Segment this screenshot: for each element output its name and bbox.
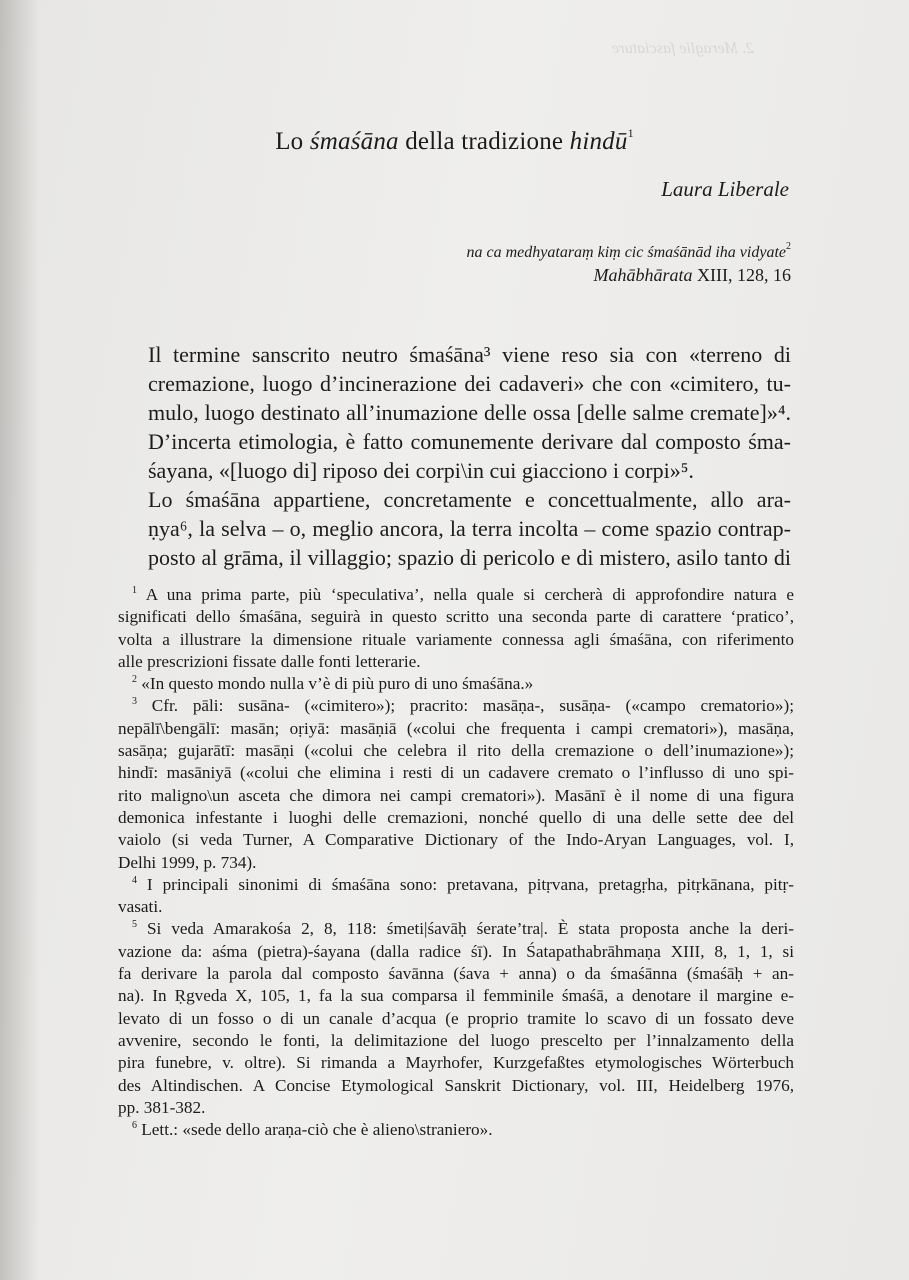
footnote-mark: 2	[786, 241, 791, 252]
footnote-line: pira funebre, v. oltre). Si rimanda a Mayrhofer, Kurzgefaßtes etymologisches Wörterbuch	[118, 1053, 794, 1073]
footnote-line: pp. 381-382.	[118, 1097, 206, 1117]
footnote-line: $^5$ Si veda Amarakośa 2, 8, 118: śmeti|śavāḥ śerate’tra|. È stata proposta anche la deri-	[132, 919, 794, 939]
bleed-through-header: 2. Meraglie fasciature	[612, 40, 755, 57]
text-line: D’incerta etimologia, è fatto comunemente derivare dal composto śma-	[148, 429, 791, 454]
footnote-line: fa derivare la parola dal composto śavānna (śava + anna) o da śmaśānna (śmaśāḥ + an-	[118, 964, 794, 984]
footnote-line: $^2$ «In questo mondo nulla v’è di più puro di uno śmaśāna.»	[132, 674, 534, 694]
paragraph-2	[118, 485, 791, 572]
author-name: Laura Liberale	[661, 177, 789, 201]
page-gutter-shadow	[0, 0, 40, 1280]
footnote-line: demonica infestante i luoghi delle cremazioni, nonché quello di una delle sette dee del	[118, 807, 794, 827]
footnote-line: nepālī\bengālī: masān; oṛiyā: masāṇiā («colui che frequenta i campi crematori»), masāṇa,	[118, 718, 794, 738]
footnote-line: $^3$ Cfr. pāli: susāna- («cimitero»); pracrito: masāṇa-, susāṇa- («campo crematorio»);	[132, 696, 794, 716]
text-line: ṇya⁶, la selva – o, meglio ancora, la terra incolta – come spazio contrap-	[148, 516, 791, 541]
text-line: posto al grāma, il villaggio; spazio di pericolo e di mistero, asilo tanto di	[148, 545, 791, 570]
paragraph-1	[118, 340, 791, 485]
footnote-5	[118, 918, 794, 1119]
footnote-mark: 1	[627, 126, 634, 140]
text-line: Lo śmaśāna appartiene, concretamente e concettualmente, allo ara-	[148, 487, 791, 512]
footnote-line: na). In Ṛgveda X, 105, 1, fa la sua comparsa il femminile śmaśā, a denotare il margine e-	[118, 986, 794, 1006]
text-line: śayana, «[luogo di] riposo dei corpi\in cui giacciono i corpi»⁵.	[148, 458, 694, 483]
main-text	[118, 340, 791, 572]
footnote-line: sasāṇa; gujarātī: masāṇi («colui che celebra il rito della cremazione o dell’inumazione»);	[118, 741, 794, 761]
chapter-title: Lo śmaśāna della tradizione hindū$^1$	[275, 126, 634, 155]
text-line: cremazione, luogo d’incinerazione dei cadaveri» che con «cimitero, tu-	[148, 371, 791, 396]
text-line: mulo, luogo destinato all’inumazione delle ossa [delle salme cremate]»⁴.	[148, 400, 791, 425]
footnote-line: $^4$ I principali sinonimi di śmaśāna sono: pretavana, pitṛvana, pretagṛha, pitṛkānana, pitṛ-	[132, 874, 794, 894]
footnote-line: vaiolo (si veda Turner, A Comparative Dictionary of the Indo-Aryan Languages, vol. I,	[118, 830, 794, 850]
epigraph-text: na ca medhyataraṃ kiṃ cic śmaśānād iha vidyate	[466, 244, 786, 261]
footnote-line: $^1$ A una prima parte, più ‘speculativa’, nella quale si cercherà di approfondire natura e	[132, 585, 794, 604]
footnote-line: des Altindischen. A Concise Etymological Sanskrit Dictionary, vol. III, Heidelberg 1976,	[118, 1075, 794, 1095]
footnote-line: rito maligno\un asceta che dimora nei campi crematori»). Masānī è il nome di una figura	[118, 785, 794, 805]
footnote-line: Delhi 1999, p. 734).	[118, 852, 257, 872]
footnote-line: levato di un fosso o di un canale d’acqua (e proprio tramite lo scavo di un fossato deve	[118, 1008, 794, 1028]
footnote-line: alle prescrizioni fissate dalle fonti letterarie.	[118, 651, 421, 671]
title-term: śmaśāna	[309, 128, 399, 155]
footnote-line: $^6$ Lett.: «sede dello araṇa-ciò che è alieno\straniero».	[132, 1120, 493, 1140]
footnote-6	[118, 1119, 794, 1141]
footnote-4	[118, 874, 794, 919]
footnote-3	[118, 695, 794, 873]
footnote-line: vasati.	[118, 897, 163, 917]
footnote-line: significati dello śmaśāna, seguirà in questo scritto una seconda parte di carattere ‘pratico’,	[118, 607, 794, 627]
footnotes	[118, 584, 794, 1141]
footnote-2	[118, 673, 794, 695]
title-hindu: hindū	[569, 128, 628, 155]
footnote-line: avvenire, secondo le fonti, la delimitazione del luogo prescelto per l’innalzamento della	[118, 1030, 794, 1050]
footnote-line: vazione da: aśma (pietra)-śayana (dalla radice śī). In Śatapathabrāhmaṇa XIII, 8, 1, 1, si	[118, 941, 794, 961]
epigraph-source: Mahābhārata XIII, 128, 16	[593, 265, 791, 285]
text-line: Il termine sanscrito neutro śmaśāna³ viene reso sia con «terreno di	[148, 342, 791, 367]
footnote-1	[118, 584, 794, 673]
epigraph	[467, 236, 791, 264]
footnote-line: volta a illustrare la dimensione rituale variamente connessa agli śmaśāna, con riferimento	[118, 629, 794, 649]
footnote-line: hindī: masāniyā («colui che elimina i resti di un cadavere cremato o l’influsso di uno spi-	[118, 763, 794, 783]
